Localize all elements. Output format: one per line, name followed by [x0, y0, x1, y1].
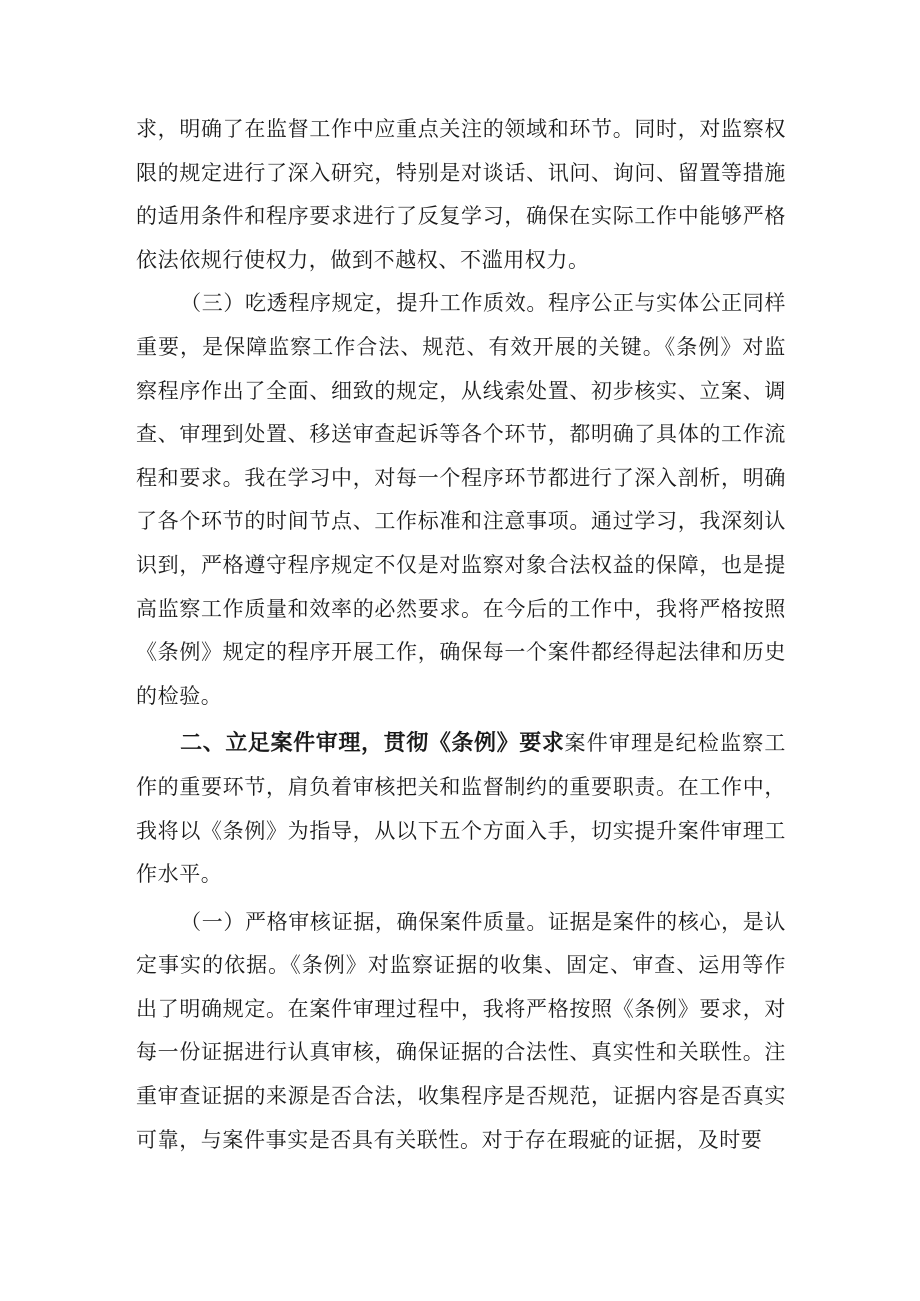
paragraph-subsection-1: （一）严格审核证据，确保案件质量。证据是案件的核心，是认定事实的依据。《条例》对监察证据的收集、固定、审查、运用等作出了明确规定。在案件审理过程中，我将严格按照《条例》要求，对每一份证据进行认真审核，确保证据的合法性、真实性和关联性。注重审查证据的来源是否合法，收集程序是否规范，证据内容是否真实可靠，与案件事实是否具有关联性。对于存在瑕疵的证据，及时要	[136, 909, 786, 1152]
paragraph-continuation: 求，明确了在监督工作中应重点关注的领域和环节。同时，对监察权限的规定进行了深入研究，特别是对谈话、讯问、询问、留置等措施的适用条件和程序要求进行了反复学习，确保在实际工作中能够严格依法依规行使权力，做到不越权、不滥用权力。	[136, 117, 786, 272]
section-two-body: 案件审理是纪检监察工作的重要环节，肩负着审核把关和监督制约的重要职责。在工作中，我将以《条例》为指导，从以下五个方面入手，切实提升案件审理工作水平。	[136, 731, 786, 887]
section-heading: 二、立足案件审理，贯彻《条例》要求	[180, 731, 565, 757]
document-body	[136, 108, 786, 1162]
section-two-paragraph	[136, 722, 786, 896]
paragraph-section-3: （三）吃透程序规定，提升工作质效。程序公正与实体公正同样重要，是保障监察工作合法、规范、有效开展的关键。《条例》对监察程序作出了全面、细致的规定，从线索处置、初步核实、立案、调查、审理到处置、移送审查起诉等各个环节，都明确了具体的工作流程和要求。我在学习中，对每一个程序环节都进行了深入剖析，明确了各个环节的时间节点、工作标准和注意事项。通过学习，我深刻认识到，严格遵守程序规定不仅是对监察对象合法权益的保障，也是提高监察工作质量和效率的必然要求。在今后的工作中，我将严格按照《条例》规定的程序开展工作，确保每一个案件都经得起法律和历史的检验。	[136, 291, 786, 708]
